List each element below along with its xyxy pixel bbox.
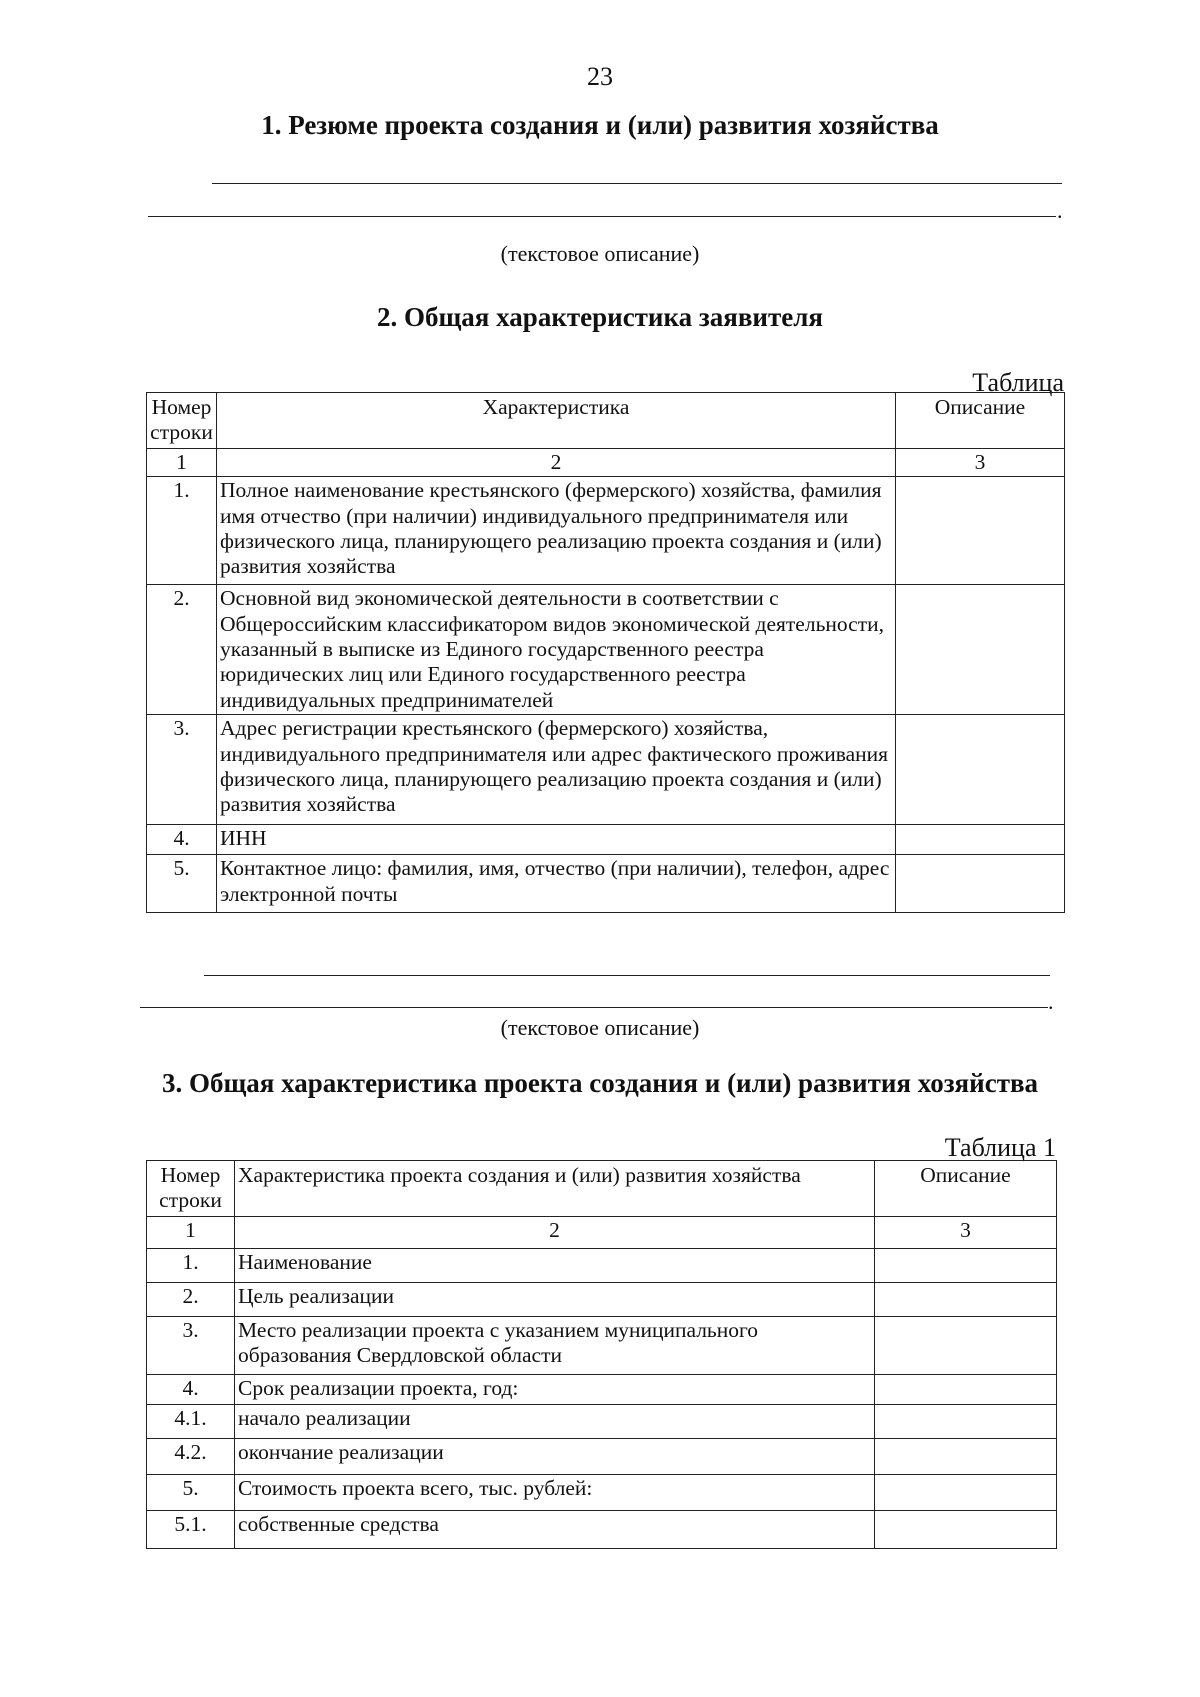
row-description-cell[interactable] — [875, 1317, 1057, 1375]
row-description-cell[interactable] — [896, 715, 1065, 825]
table-row — [147, 1405, 1057, 1439]
header-characteristic: Характеристика — [217, 393, 896, 449]
fill-line — [140, 1007, 1048, 1008]
table-label: Таблица 1 — [944, 1133, 1056, 1162]
table-row — [147, 477, 1065, 585]
row-characteristic: начало реализации — [235, 1405, 875, 1439]
header-row-number: Номер строки — [147, 393, 217, 449]
table-label: Таблица — [972, 368, 1064, 397]
row-description-cell[interactable] — [896, 585, 1065, 715]
row-description-cell[interactable] — [896, 825, 1065, 855]
table-row — [147, 715, 1065, 825]
row-description-cell[interactable] — [875, 1249, 1057, 1283]
line-end-period: . — [1048, 989, 1054, 1014]
row-number: 4.2. — [147, 1439, 235, 1475]
table-row — [147, 855, 1065, 913]
text-description-caption: (текстовое описание) — [500, 1015, 700, 1040]
row-characteristic: Основной вид экономической деятельности в соответствии с Общероссийским классификатором видов экономической деятельности, указанный в выписке из Единого государственного реестра юридических лиц или Единого государственного реестра индивидуальных предпринимателей — [217, 585, 896, 715]
column-number: 3 — [875, 1217, 1057, 1249]
row-number: 2. — [147, 585, 217, 715]
column-number-row — [147, 1217, 1057, 1249]
table-header-row — [147, 393, 1065, 449]
column-number-row — [147, 449, 1065, 477]
section-3-title: 3. Общая характеристика проекта создания и (или) развития хозяйства — [161, 1068, 1039, 1098]
column-number: 1 — [147, 449, 217, 477]
row-number: 3. — [147, 715, 217, 825]
fill-line — [212, 183, 1062, 184]
table-row — [147, 1375, 1057, 1405]
row-characteristic: Цель реализации — [235, 1283, 875, 1317]
text-description-caption: (текстовое описание) — [500, 241, 700, 266]
header-description: Описание — [875, 1161, 1057, 1217]
table-row — [147, 1511, 1057, 1549]
column-number: 2 — [235, 1217, 875, 1249]
row-number: 5. — [147, 855, 217, 913]
header-description: Описание — [896, 393, 1065, 449]
row-description-cell[interactable] — [875, 1511, 1057, 1549]
header-characteristic: Характеристика проекта создания и (или) развития хозяйства — [235, 1161, 875, 1217]
column-number: 3 — [896, 449, 1065, 477]
row-description-cell[interactable] — [875, 1375, 1057, 1405]
row-characteristic: Адрес регистрации крестьянского (фермерского) хозяйства, индивидуального предпринимателя или адрес фактического проживания физического лица, планирующего реализацию проекта создания и (или) развития хозяйства — [217, 715, 896, 825]
table-row — [147, 585, 1065, 715]
row-description-cell[interactable] — [875, 1475, 1057, 1511]
row-number: 3. — [147, 1317, 235, 1375]
line-end-period: . — [1057, 198, 1063, 223]
fill-line — [204, 975, 1050, 976]
table-row — [147, 1249, 1057, 1283]
section-1-title: 1. Резюме проекта создания и (или) развития хозяйства — [261, 110, 939, 140]
row-characteristic: Полное наименование крестьянского (фермерского) хозяйства, фамилия имя отчество (при наличии) индивидуального предпринимателя или физического лица, планирующего реализацию проекта создания и (или) развития хозяйства — [217, 477, 896, 585]
row-characteristic: Контактное лицо: фамилия, имя, отчество (при наличии), телефон, адрес электронной почты — [217, 855, 896, 913]
table-row — [147, 1317, 1057, 1375]
row-characteristic: Место реализации проекта с указанием муниципального образования Свердловской области — [235, 1317, 875, 1375]
row-characteristic: собственные средства — [235, 1511, 875, 1549]
row-number: 4.1. — [147, 1405, 235, 1439]
row-characteristic: Срок реализации проекта, год: — [235, 1375, 875, 1405]
column-number: 1 — [147, 1217, 235, 1249]
row-characteristic: Наименование — [235, 1249, 875, 1283]
row-number: 5.1. — [147, 1511, 235, 1549]
row-description-cell[interactable] — [875, 1283, 1057, 1317]
row-number: 5. — [147, 1475, 235, 1511]
table-row — [147, 1283, 1057, 1317]
column-number: 2 — [217, 449, 896, 477]
row-number: 4. — [147, 1375, 235, 1405]
section-2-title: 2. Общая характеристика заявителя — [377, 302, 823, 332]
applicant-table — [146, 392, 1065, 913]
row-number: 2. — [147, 1283, 235, 1317]
row-characteristic: ИНН — [217, 825, 896, 855]
row-number: 1. — [147, 477, 217, 585]
table-row — [147, 1475, 1057, 1511]
row-number: 1. — [147, 1249, 235, 1283]
row-description-cell[interactable] — [896, 855, 1065, 913]
table-header-row — [147, 1161, 1057, 1217]
page-number: 23 — [587, 62, 613, 91]
header-row-number: Номер строки — [147, 1161, 235, 1217]
fill-line — [148, 216, 1056, 217]
row-characteristic: Стоимость проекта всего, тыс. рублей: — [235, 1475, 875, 1511]
row-characteristic: окончание реализации — [235, 1439, 875, 1475]
project-table — [146, 1160, 1057, 1549]
row-number: 4. — [147, 825, 217, 855]
row-description-cell[interactable] — [875, 1405, 1057, 1439]
row-description-cell[interactable] — [875, 1439, 1057, 1475]
row-description-cell[interactable] — [896, 477, 1065, 585]
table-row — [147, 825, 1065, 855]
table-row — [147, 1439, 1057, 1475]
